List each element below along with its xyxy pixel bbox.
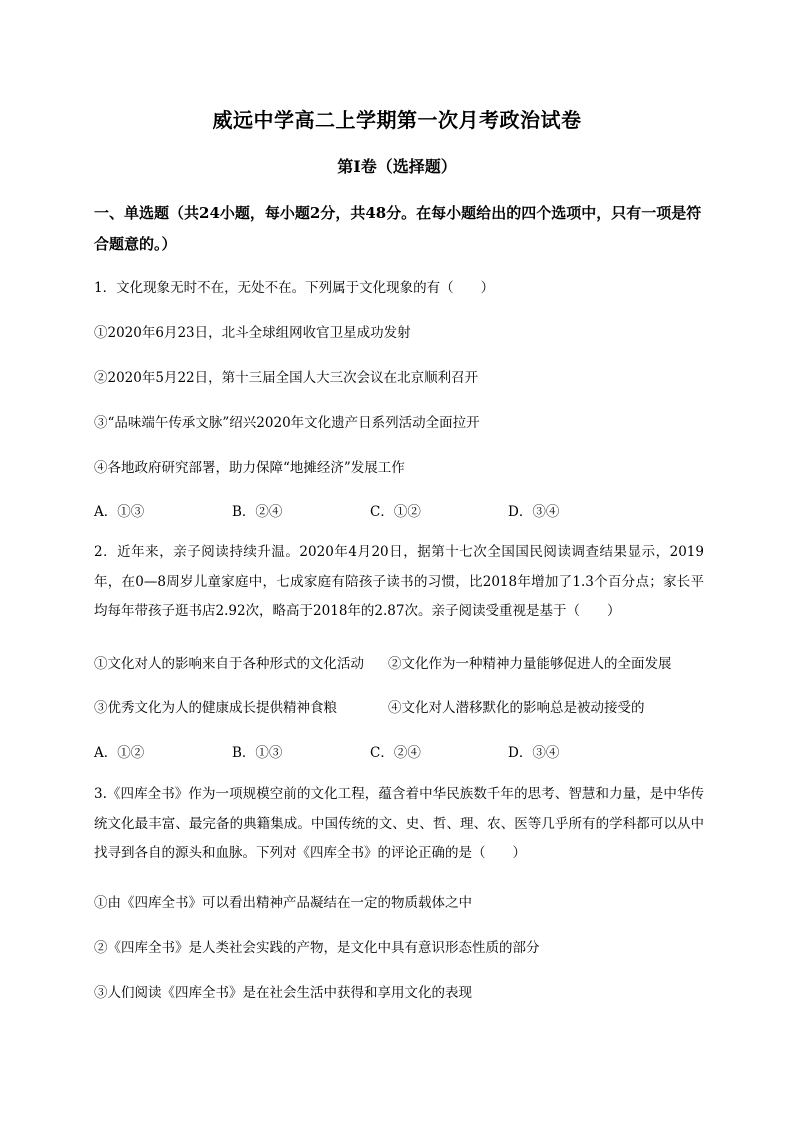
- q1-option-a: A．①③: [94, 504, 145, 520]
- q3-item-3: ③人们阅读《四库全书》是在社会生活中获得和享用文化的表现: [94, 985, 472, 1001]
- q3-item-2: ②《四库全书》是人类社会实践的产物，是文化中具有意识形态性质的部分: [94, 940, 540, 956]
- q1-item-1: ①2020年6月23日，北斗全球组网收官卫星成功发射: [94, 325, 411, 341]
- q2-stem: 2．近年来，亲子阅读持续升温。2020年4月20日，据第十七次全国国民阅读调查结果显示，2019年，在0—8周岁儿童家庭中，七成家庭有陪孩子读书的习惯，比2018年增加了1.3个百分点；家长平均每年带孩子逛书店2.92次，略高于2018年的2.87次。亲子阅读受重视是基于（ ）: [94, 544, 704, 619]
- q2-option-a: A．①②: [94, 745, 145, 761]
- q3-stem: 3.《四库全书》作为一项规模空前的文化工程，蕴含着中华民族数千年的思考、智慧和力量，是中华传统文化最丰富、最完备的典籍集成。中国传统的文、史、哲、理、农、医等几乎所有的学科都可以从中找寻到各自的源头和血脉。下列对《四库全书》的评论正确的是（ ）: [94, 786, 704, 861]
- q2-option-b: B．①③: [232, 745, 283, 761]
- q2-item-2: ②文化作为一种精神力量能够促进人的全面发展: [388, 656, 672, 672]
- q1-stem: 1．文化现象无时不在，无处不在。下列属于文化现象的有（ ）: [94, 280, 495, 296]
- q1-item-4: ④各地政府研究部署，助力保障“地摊经济”发展工作: [94, 460, 405, 476]
- q2-item-4: ④文化对人潜移默化的影响总是被动接受的: [388, 700, 645, 716]
- q1-option-d: D．③④: [508, 504, 560, 520]
- q2-option-d: D．③④: [508, 745, 560, 761]
- q1-option-b: B．②④: [232, 504, 283, 520]
- section-heading: 一、单选题（共24小题，每小题2分，共48分。在每小题给出的四个选项中，只有一项是符合题意的。）: [94, 204, 702, 253]
- q3-item-1: ①由《四库全书》可以看出精神产品凝结在一定的物质载体之中: [94, 895, 472, 911]
- q2-option-c: C．②④: [370, 745, 421, 761]
- q2-item-3: ③优秀文化为人的健康成长提供精神食粮: [94, 700, 337, 716]
- q2-item-1: ①文化对人的影响来自于各种形式的文化活动: [94, 656, 364, 672]
- exam-title: 威远中学高二上学期第一次月考政治试卷: [212, 108, 582, 132]
- q1-item-3: ③“品味端午传承文脉”绍兴2020年文化遗产日系列活动全面拉开: [94, 415, 480, 431]
- q1-item-2: ②2020年5月22日，第十三届全国人大三次会议在北京顺利召开: [94, 370, 479, 386]
- volume-title: 第Ⅰ卷（选择题）: [337, 157, 457, 176]
- q1-option-c: C．①②: [370, 504, 421, 520]
